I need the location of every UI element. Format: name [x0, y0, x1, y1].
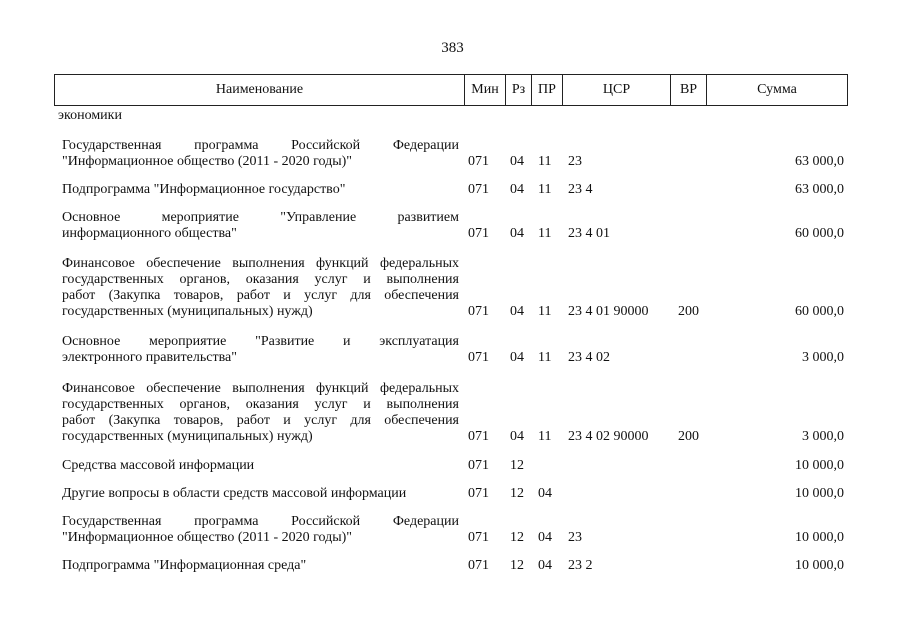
- row-name-line: государственных органов, оказания услуг и выполнения: [62, 272, 459, 287]
- row-name: [62, 256, 459, 320]
- row-sum: 63 000,0: [795, 182, 844, 197]
- continuation-text: экономики: [58, 108, 122, 123]
- row-name-line: Основное мероприятие "Развитие и эксплуатация: [62, 334, 459, 349]
- row-sum: 10 000,0: [795, 530, 844, 545]
- header-name: Наименование: [215, 82, 304, 97]
- row-name-line: электронного правительства": [62, 350, 237, 365]
- row-sum: 10 000,0: [795, 486, 844, 501]
- row-sum: 3 000,0: [802, 350, 844, 365]
- row-sum: 60 000,0: [795, 226, 844, 241]
- row-name-line: государственных (муниципальных) нужд): [62, 429, 313, 444]
- row-rz: 12: [510, 486, 524, 501]
- row-pr: 11: [538, 226, 552, 241]
- row-min: 071: [468, 558, 489, 573]
- row-name-line: Государственная программа Российской Федерации: [62, 514, 459, 529]
- row-csr: 23 2: [568, 558, 593, 573]
- row-vr: 200: [678, 304, 699, 319]
- row-csr: 23 4: [568, 182, 593, 197]
- row-min: 071: [468, 304, 489, 319]
- row-csr: 23: [568, 154, 582, 169]
- row-name-line: Финансовое обеспечение выполнения функций федеральных: [62, 256, 459, 271]
- header-sum: Сумма: [706, 75, 847, 105]
- table-header: [54, 74, 848, 106]
- row-name-line: государственных органов, оказания услуг и выполнения: [62, 397, 459, 412]
- row-min: 071: [468, 182, 489, 197]
- row-sum: 10 000,0: [795, 558, 844, 573]
- row-min: 071: [468, 486, 489, 501]
- row-name: [62, 381, 459, 445]
- row-name-line: Подпрограмма "Информационное государство": [62, 182, 346, 197]
- row-pr: 04: [538, 486, 552, 501]
- row-min: 071: [468, 458, 489, 473]
- row-csr: 23 4 01 90000: [568, 304, 649, 319]
- row-name-line: государственных (муниципальных) нужд): [62, 304, 313, 319]
- row-name-line: "Информационное общество (2011 - 2020 годы)": [62, 154, 353, 169]
- row-name-line: Подпрограмма "Информационная среда": [62, 558, 307, 573]
- row-name-line: Основное мероприятие "Управление развитием: [62, 210, 459, 225]
- row-min: 071: [468, 350, 489, 365]
- row-vr: 200: [678, 429, 699, 444]
- row-sum: 63 000,0: [795, 154, 844, 169]
- row-min: 071: [468, 226, 489, 241]
- row-name: [62, 514, 459, 546]
- row-csr: 23 4 01: [568, 226, 610, 241]
- row-rz: 04: [510, 154, 524, 169]
- row-min: 071: [468, 530, 489, 545]
- row-name-line: информационного общества": [62, 226, 237, 241]
- row-pr: 04: [538, 558, 552, 573]
- header-vr: ВР: [670, 75, 706, 105]
- row-rz: 12: [510, 558, 524, 573]
- row-name: [62, 182, 459, 198]
- row-name: [62, 486, 459, 502]
- row-name-line: Другие вопросы в области средств массовой информации: [62, 486, 407, 501]
- row-pr: 11: [538, 429, 552, 444]
- header-pr: ПР: [531, 75, 562, 105]
- row-csr: 23 4 02 90000: [568, 429, 649, 444]
- row-rz: 04: [510, 429, 524, 444]
- header-min: Мин: [464, 75, 505, 105]
- row-name: [62, 138, 459, 170]
- row-rz: 04: [510, 226, 524, 241]
- row-name-line: Средства массовой информации: [62, 458, 255, 473]
- row-name: [62, 210, 459, 242]
- row-rz: 04: [510, 304, 524, 319]
- row-name: [62, 558, 459, 574]
- row-csr: 23: [568, 530, 582, 545]
- row-pr: 11: [538, 350, 552, 365]
- row-pr: 11: [538, 304, 552, 319]
- row-pr: 11: [538, 154, 552, 169]
- row-csr: 23 4 02: [568, 350, 610, 365]
- row-sum: 3 000,0: [802, 429, 844, 444]
- header-rz: Рз: [505, 75, 531, 105]
- row-name-line: работ (Закупка товаров, работ и услуг для обеспечения: [62, 413, 459, 428]
- row-name-line: работ (Закупка товаров, работ и услуг для обеспечения: [62, 288, 459, 303]
- header-csr: ЦСР: [562, 75, 670, 105]
- page-number: 383: [441, 40, 464, 56]
- row-name-line: Государственная программа Российской Федерации: [62, 138, 459, 153]
- row-min: 071: [468, 429, 489, 444]
- row-rz: 04: [510, 350, 524, 365]
- row-name-line: Финансовое обеспечение выполнения функций федеральных: [62, 381, 459, 396]
- row-sum: 10 000,0: [795, 458, 844, 473]
- row-pr: 11: [538, 182, 552, 197]
- row-sum: 60 000,0: [795, 304, 844, 319]
- row-name-line: "Информационное общество (2011 - 2020 годы)": [62, 530, 353, 545]
- row-rz: 04: [510, 182, 524, 197]
- row-name: [62, 334, 459, 366]
- row-rz: 12: [510, 458, 524, 473]
- row-name: [62, 458, 459, 474]
- row-rz: 12: [510, 530, 524, 545]
- row-pr: 04: [538, 530, 552, 545]
- row-min: 071: [468, 154, 489, 169]
